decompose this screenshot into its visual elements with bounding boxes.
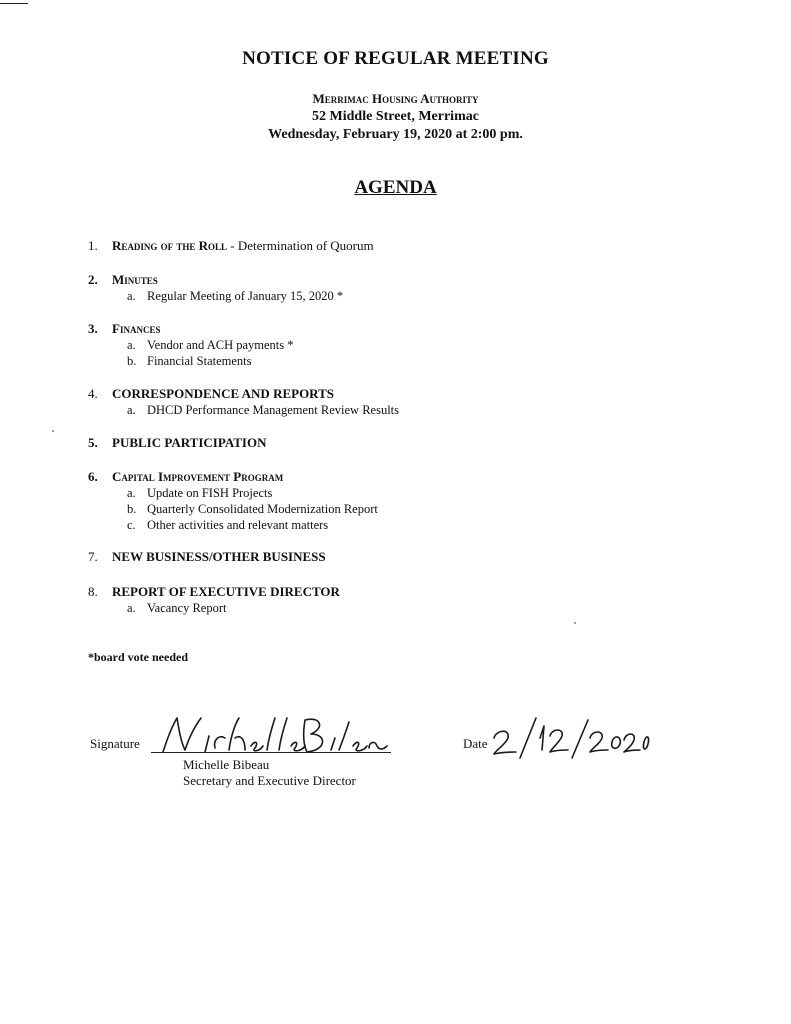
agenda-item-2 (88, 272, 158, 288)
agenda-item-heading: Capital Improvement Program (112, 469, 284, 484)
subitem-letter: a. (127, 486, 136, 500)
agenda-item-1 (88, 238, 374, 254)
subitem-letter: c. (127, 518, 136, 532)
signer-title: Secretary and Executive Director (183, 773, 356, 788)
agenda-item-number: 3. (88, 321, 98, 336)
subitem-letter: a. (127, 289, 136, 303)
subitem-letter: a. (127, 403, 136, 417)
agenda-subitem (127, 354, 252, 369)
signature-label: Signature (90, 736, 140, 751)
signer-name: Michelle Bibeau (183, 757, 270, 772)
subitem-text: DHCD Performance Management Review Results (147, 403, 400, 417)
scan-speck (574, 622, 576, 624)
agenda-item-heading: Finances (112, 321, 161, 336)
board-vote-footnote: *board vote needed (88, 650, 188, 664)
agenda-item-number: 1. (88, 238, 98, 253)
subitem-text: Regular Meeting of January 15, 2020 * (147, 289, 344, 303)
agenda-item-number: 8. (88, 584, 98, 599)
agenda-item-heading: Reading of the Roll (112, 238, 228, 253)
agenda-item-heading: Minutes (112, 272, 158, 287)
subitem-text: Update on FISH Projects (147, 486, 273, 500)
organization-name: Merrimac Housing Authority (312, 91, 479, 106)
agenda-item-heading: PUBLIC PARTICIPATION (112, 435, 267, 450)
date-label: Date (463, 736, 488, 751)
agenda-item-heading: REPORT OF EXECUTIVE DIRECTOR (112, 584, 340, 599)
agenda-item-suffix: - Determination of Quorum (227, 238, 374, 253)
signature-line (151, 752, 391, 753)
agenda-subitem (127, 338, 294, 353)
notice-title: NOTICE OF REGULAR MEETING (242, 48, 549, 69)
agenda-item-8 (88, 584, 340, 600)
subitem-letter: a. (127, 601, 136, 615)
scan-speck (52, 430, 54, 432)
agenda-item-heading: CORRESPONDENCE AND REPORTS (112, 386, 335, 401)
agenda-item-3 (88, 321, 160, 337)
subitem-text: Other activities and relevant matters (147, 518, 329, 532)
subitem-letter: b. (127, 502, 137, 516)
subitem-text: Quarterly Consolidated Modernization Report (147, 502, 378, 516)
agenda-item-number: 2. (88, 272, 98, 287)
handwritten-date (490, 712, 650, 760)
agenda-item-6 (88, 469, 283, 485)
subitem-text: Vacancy Report (147, 601, 227, 615)
scan-corner-mark (0, 3, 28, 4)
subitem-text: Vendor and ACH payments * (147, 338, 294, 352)
agenda-subitem (127, 289, 343, 304)
agenda-item-7 (88, 549, 326, 565)
agenda-heading: AGENDA (354, 177, 437, 198)
subitem-text: Financial Statements (147, 354, 252, 368)
agenda-subitem (127, 486, 272, 501)
meeting-address: 52 Middle Street, Merrimac (312, 109, 479, 124)
agenda-item-number: 4. (88, 386, 98, 401)
agenda-item-heading: NEW BUSINESS/OTHER BUSINESS (112, 549, 326, 564)
agenda-subitem (127, 518, 328, 533)
subitem-letter: a. (127, 338, 136, 352)
agenda-item-number: 5. (88, 435, 98, 450)
meeting-datetime: Wednesday, February 19, 2020 at 2:00 pm. (268, 127, 523, 142)
agenda-subitem (127, 601, 226, 616)
agenda-subitem (127, 502, 378, 517)
agenda-item-number: 6. (88, 469, 98, 484)
agenda-item-5 (88, 435, 266, 451)
subitem-letter: b. (127, 354, 137, 368)
agenda-subitem (127, 403, 399, 418)
agenda-item-4 (88, 386, 334, 402)
agenda-item-number: 7. (88, 549, 98, 564)
